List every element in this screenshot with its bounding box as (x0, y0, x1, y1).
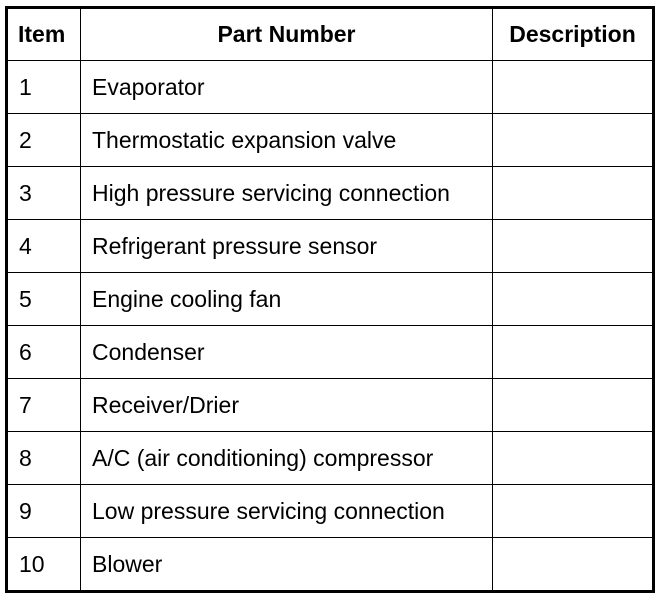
description-cell (493, 220, 654, 273)
table-row (7, 379, 654, 432)
part-number-cell: Evaporator (81, 61, 493, 114)
part-number-cell: High pressure servicing connection (81, 167, 493, 220)
part-number-cell: A/C (air conditioning) compressor (81, 432, 493, 485)
part-number-cell: Thermostatic expansion valve (81, 114, 493, 167)
description-cell (493, 167, 654, 220)
item-cell: 8 (7, 432, 81, 485)
table-row (7, 61, 654, 114)
table-row (7, 273, 654, 326)
table-row (7, 326, 654, 379)
table-row (7, 220, 654, 273)
part-number-cell: Blower (81, 538, 493, 592)
item-cell: 9 (7, 485, 81, 538)
part-number-cell: Receiver/Drier (81, 379, 493, 432)
item-cell: 5 (7, 273, 81, 326)
part-number-cell: Condenser (81, 326, 493, 379)
description-cell (493, 379, 654, 432)
header-description: Description (493, 8, 654, 61)
table-row (7, 538, 654, 592)
description-cell (493, 432, 654, 485)
table-row (7, 485, 654, 538)
item-cell: 7 (7, 379, 81, 432)
description-cell (493, 538, 654, 592)
table-row (7, 432, 654, 485)
table-header-row (7, 8, 654, 61)
part-number-cell: Low pressure servicing connection (81, 485, 493, 538)
part-number-cell: Engine cooling fan (81, 273, 493, 326)
description-cell (493, 114, 654, 167)
parts-table (5, 6, 655, 593)
header-part-number: Part Number (81, 8, 493, 61)
description-cell (493, 61, 654, 114)
item-cell: 3 (7, 167, 81, 220)
table-row (7, 167, 654, 220)
description-cell (493, 485, 654, 538)
description-cell (493, 273, 654, 326)
item-cell: 2 (7, 114, 81, 167)
header-item: Item (7, 8, 81, 61)
item-cell: 6 (7, 326, 81, 379)
part-number-cell: Refrigerant pressure sensor (81, 220, 493, 273)
table-row (7, 114, 654, 167)
item-cell: 10 (7, 538, 81, 592)
item-cell: 4 (7, 220, 81, 273)
description-cell (493, 326, 654, 379)
item-cell: 1 (7, 61, 81, 114)
